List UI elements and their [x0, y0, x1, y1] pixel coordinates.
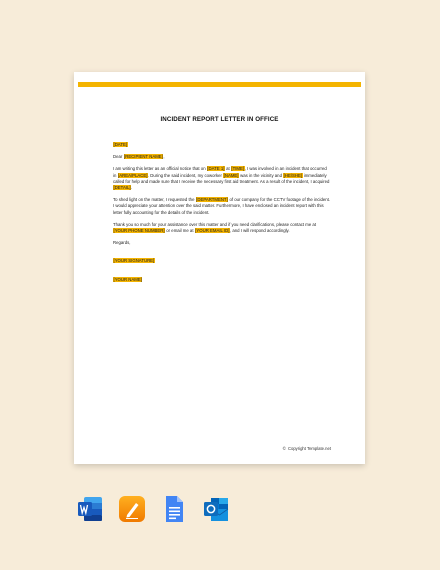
closing: Regards,: [113, 240, 131, 246]
p1-text-a: I am writing this letter as an official notice that on: [113, 166, 207, 172]
outlook-icon[interactable]: [202, 495, 230, 523]
salutation-suffix: ,: [163, 154, 165, 160]
date1-placeholder: [DATE 1]: [207, 166, 225, 172]
p1-text-g: .: [131, 185, 133, 191]
letter-body: [113, 142, 331, 283]
word-icon[interactable]: [76, 495, 104, 523]
p1-text-c: , I was involved in an incident that occurred in: [113, 166, 327, 178]
document-title: INCIDENT REPORT LETTER IN OFFICE: [160, 116, 279, 123]
paragraph-1: [113, 166, 331, 191]
name-placeholder: [NAME]: [223, 172, 239, 178]
document-page: [74, 72, 365, 464]
time-placeholder: [TIME]: [231, 166, 245, 172]
p1-text-b: at: [224, 166, 231, 172]
pages-icon[interactable]: [118, 495, 146, 523]
salutation-prefix: Dear: [113, 154, 124, 160]
date-placeholder: [DATE]: [113, 142, 128, 147]
paragraph-3: [113, 222, 331, 234]
p2-text-a: To shed light on the matter, I requested the: [113, 197, 196, 203]
heshe-placeholder: [HE/SHE]: [283, 172, 303, 178]
p2-text-b: of our company for the CCTV footage of the incident. I would appreciate your attention over the said matter. Furthermore, I have enclosed an incident report with this letter fully accounting for the details of the incident.: [113, 197, 330, 215]
p1-text-f: immediately called for help and made sure that I receive the necessary first aid treatment. As a result of the incident, I acquired: [113, 172, 330, 184]
app-icons-row: [76, 495, 230, 525]
email-placeholder: [YOUR EMAIL ID]: [195, 228, 230, 234]
area-placeholder: [AREA/PLACE]: [118, 172, 148, 178]
recipient-placeholder: [RECIPIENT NAME]: [124, 154, 163, 160]
p1-text-d: . During the said incident, my coworker: [147, 172, 224, 178]
detail-placeholder: [DETAIL]: [113, 185, 131, 191]
phone-placeholder: [YOUR PHONE NUMBER]: [113, 228, 165, 234]
p3-text-b: or email me at: [165, 228, 195, 234]
p3-text-a: Thank you so much for your assistance over this matter and if you need clarifications, please contact me at: [113, 221, 317, 227]
p3-text-c: , and I will respond accordingly.: [229, 228, 290, 234]
p1-text-e: was in the vicinity and: [238, 172, 284, 178]
signature-placeholder: [YOUR SIGNATURE]: [113, 258, 155, 264]
your-name-placeholder: [YOUR NAME]: [113, 276, 142, 282]
paragraph-2: [113, 197, 331, 216]
department-placeholder: [DEPARTMENT]: [196, 197, 228, 203]
copyright-notice: [283, 446, 331, 451]
copyright-icon: ©: [282, 446, 286, 451]
copyright-text: Copyright Template.net: [288, 446, 331, 451]
google-docs-icon[interactable]: [160, 495, 188, 523]
name-line: [113, 277, 331, 283]
header-accent-bar: [78, 82, 361, 87]
